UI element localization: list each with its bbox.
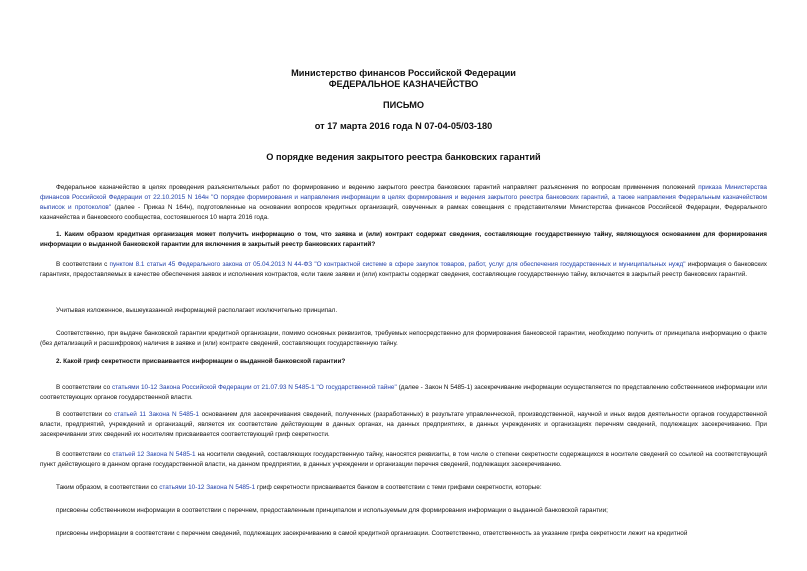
paragraph-owner-list: присвоены собственником информации в соответствии с перечнем, предоставленным принципалом и используемым для формирования информации о выданной банковской гарантии; — [56, 507, 608, 514]
paragraph-text: В соответствии со — [56, 451, 113, 458]
ministry-name: Министерство финансов Российской Федерации — [291, 68, 516, 78]
paragraph-state-secret-law — [40, 383, 767, 403]
paragraph-text: В соответствии со — [56, 384, 112, 391]
paragraph-text: информация о банковских гарантиях, предоставляемых в качестве обеспечения заявок и исполнения контрактов, если такие заявки и (или) контракты содержат сведения, составляющие государственную тайну, включается в закрытый реестр банковских гарантий. — [40, 261, 767, 278]
articles-10-12-link[interactable]: статьями 10-12 Закона N 5485-1 — [159, 484, 256, 491]
law-44fz-link[interactable]: пунктом 8.1 статьи 45 Федерального закона от 05.04.2013 N 44-ФЗ "О контрактной системе в сфере закупок товаров, работ, услуг для обеспечения государственных и муниципальных нужд" — [109, 261, 686, 268]
paragraph-requisites: Соответственно, при выдаче банковской гарантии кредитной организации, помимо основных реквизитов, требуемых непосредственно для формирования банковской гарантии, необходимо получить от принципала информацию о факте (без детализаций и расшифровок) наличия в заявке и (или) контракте сведений, составляющих государственную тайну. — [40, 330, 767, 347]
paragraph-conclusion — [40, 483, 767, 493]
paragraph-intro — [40, 183, 767, 223]
document-date: от 17 марта 2016 года N 07-04-05/03-180 — [314, 121, 493, 131]
agency-name: ФЕДЕРАЛЬНОЕ КАЗНАЧЕЙСТВО — [328, 79, 479, 89]
paragraph-text: Федеральное казначейство в целях проведения разъяснительных работ по формированию и ведению закрытого реестра банковских гарантий направляет разъяснения по вопросам применения положений — [56, 184, 699, 191]
document-type: ПИСЬМО — [382, 100, 425, 110]
paragraph-text: на носители сведений, составляющих государственную тайну, наносятся реквизиты, в том числе о степени секретности содержащихся в носителе сведений со ссылкой на соответствующий пункт действующего в данном органе государственной власти, на данном предприятии, в данных учреждении и организации перечня сведений, подлежащих засекречиванию. — [40, 451, 768, 468]
paragraph-text: гриф секретности присваивается банком в соответствии с теми грифами секретности, которые: — [255, 484, 542, 491]
paragraph-text: (далее - Приказ N 164н), подготовленные на основании вопросов кредитных организаций, озвученных в рамках совещания с представителями Министерства финансов Российской Федерации, Федерального казначейства и банковского сообщества, состоявшегося 10 марта 2016 года. — [40, 204, 767, 221]
paragraph-bank-list: присвоены информации в соответствии с перечнем сведений, подлежащих засекречиванию в самой кредитной организации. Соответственно, ответственность за указание грифа секретности лежит на кредитной — [56, 530, 688, 537]
article-11-link[interactable]: статьей 11 Закона N 5485-1 — [114, 411, 200, 418]
law-5485-1-link[interactable]: статьями 10-12 Закона Российской Федерации от 21.07.93 N 5485-1 "О государственной тайне" — [111, 384, 397, 391]
question-2: 2. Какой гриф секретности присваивается информации о выданной банковской гарантии? — [56, 358, 346, 365]
paragraph-44fz — [40, 260, 767, 280]
paragraph-text: (далее - Закон N 5485-1) засекречивание информации осуществляется по представлению собственников информации или соответствующих органов государственной власти. — [40, 384, 767, 401]
paragraph-text: В соответствии с — [56, 261, 110, 268]
paragraph-article-12 — [40, 450, 767, 470]
paragraph-text: Таким образом, в соответствии со — [56, 484, 160, 491]
article-12-link[interactable]: статьей 12 Закона N 5485-1 — [112, 451, 196, 458]
paragraph-article-11 — [40, 410, 767, 440]
order-164n-link[interactable]: приказа Министерства финансов Российской Федерации от 22.10.2015 N 164н "О порядке формирования и направления информации в целях формирования и ведения закрытого реестра банковских гарантий, а также направления Федеральным казначейством выписок и протоколов" — [40, 184, 767, 211]
question-1: 1. Каким образом кредитная организация может получить информацию о том, что заявка и (или) контракт содержат сведения, составляющие государственную тайну, являющуюся основанием для формирования информации о выданной банковской гарантии для включения в закрытый реестр банковских гарантий? — [40, 231, 767, 248]
paragraph-text: В соответствии со — [56, 411, 115, 418]
document-title: О порядке ведения закрытого реестра банковских гарантий — [266, 152, 541, 162]
paragraph-principal: Учитывая изложенное, вышеуказанной информацией располагает исключительно принципал. — [56, 307, 338, 314]
paragraph-text: основанием для засекречивания сведений, полученных (разработанных) в результате управленческой, производственной, научной и иных видов деятельности органов государственной власти, предприятий, учреждений и организаций, является их соответствие действующим в данных органах, на данных предприятиях, в данных учреждениях и организациях перечням сведений, подлежащих засекречиванию. При засекречивании этих сведений их носителям присваивается соответствующий гриф секретности. — [40, 411, 768, 438]
